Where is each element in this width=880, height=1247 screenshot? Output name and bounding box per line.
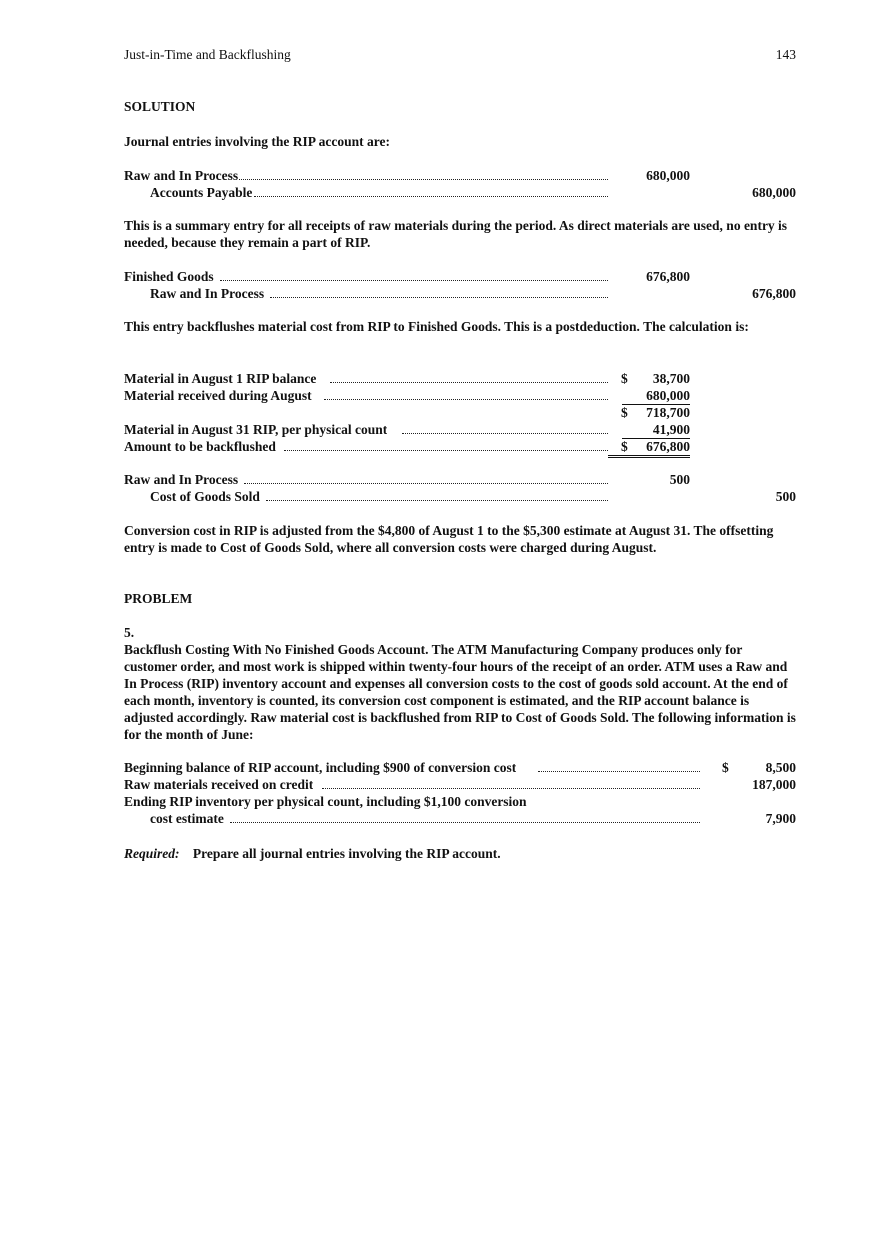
problem-item xyxy=(124,793,796,810)
calc-row xyxy=(124,404,796,421)
calculation-table xyxy=(124,370,796,455)
credit-amount: 500 xyxy=(775,489,796,504)
currency-sign: $ xyxy=(722,760,729,775)
dot-leader xyxy=(266,500,608,501)
page-number: 143 xyxy=(775,47,796,62)
calc-amount: 676,800 xyxy=(608,438,690,458)
calc-label: Material received during August xyxy=(124,388,312,403)
dot-leader xyxy=(330,382,608,383)
credit-account: Raw and In Process xyxy=(150,286,265,301)
entry-credit-line xyxy=(124,285,796,302)
debit-account: Raw and In Process xyxy=(124,472,239,487)
solution-heading: SOLUTION xyxy=(124,99,196,114)
problem-item xyxy=(124,776,796,793)
problem-text: Backflush Costing With No Finished Goods Account. The ATM Manufacturing Company produces only for customer order, and most work is shipped within twenty-four hours of the receipt of an order. ATM uses a Raw and In Process (RIP) inventory account and expenses all conversion costs to the cost of goods sold account. At the end of each month, inventory is counted, its conversion cost component is estimated, and the RIP account balance is adjusted accordingly. Raw material cost is backflushed from RIP to Cost of Goods Sold. The following information is for the month of June: xyxy=(124,642,796,742)
entry-debit-line xyxy=(124,167,796,184)
journal-entry-1 xyxy=(124,167,796,201)
item-amount: 187,000 xyxy=(752,777,796,792)
debit-amount: 500 xyxy=(669,472,690,487)
dot-leader xyxy=(322,788,700,789)
calc-amount: 41,900 xyxy=(622,421,690,439)
dot-leader xyxy=(214,179,608,180)
required-label: Required: xyxy=(124,846,180,861)
calc-row xyxy=(124,421,796,438)
item-label: Raw materials received on credit xyxy=(124,777,314,792)
problem-item-continued xyxy=(124,810,796,827)
currency-sign: $ xyxy=(621,405,628,420)
solution-note-3: Conversion cost in RIP is adjusted from the $4,800 of August 1 to the $5,300 estimate at August 31. The offsetting entry is made to Cost of Goods Sold, where all conversion costs were charged during August. xyxy=(124,523,774,555)
dot-leader xyxy=(244,483,608,484)
required-text: Prepare all journal entries involving the RIP account. xyxy=(192,846,501,861)
item-label-line-1: Ending RIP inventory per physical count, including $1,100 conversion xyxy=(124,794,527,809)
item-amount: 8,500 xyxy=(765,760,796,775)
calc-amount: 718,700 xyxy=(646,405,690,420)
credit-amount: 680,000 xyxy=(752,185,796,200)
problem-number: 5. xyxy=(124,625,135,640)
dot-leader xyxy=(254,196,608,197)
dot-leader xyxy=(284,450,608,451)
dot-leader xyxy=(230,822,700,823)
problem-data-table xyxy=(124,759,796,827)
currency-sign: $ xyxy=(621,371,628,386)
credit-account: Cost of Goods Sold xyxy=(150,489,260,504)
credit-account: Accounts Payable xyxy=(150,185,253,200)
debit-account: Finished Goods xyxy=(124,269,214,284)
calc-row xyxy=(124,438,796,455)
entry-debit-line xyxy=(124,471,796,488)
entry-credit-line xyxy=(124,488,796,505)
dot-leader xyxy=(220,280,608,281)
entry-debit-line xyxy=(124,268,796,285)
calc-label: Amount to be backflushed xyxy=(124,439,276,454)
required-line xyxy=(124,845,796,862)
journal-entry-3 xyxy=(124,471,796,505)
credit-amount: 676,800 xyxy=(752,286,796,301)
debit-amount: 680,000 xyxy=(646,168,690,183)
running-header xyxy=(124,47,796,65)
calc-amount: 680,000 xyxy=(622,387,690,405)
solution-note-2: This entry backflushes material cost from RIP to Finished Goods. This is a postdeduction. The calculation is: xyxy=(124,319,749,334)
chapter-title: Just-in-Time and Backflushing xyxy=(124,47,291,62)
calc-label: Material in August 31 RIP, per physical count xyxy=(124,422,388,437)
item-label: Beginning balance of RIP account, including $900 of conversion cost xyxy=(124,760,517,775)
item-label-line-2: cost estimate xyxy=(150,811,224,826)
journal-entry-2 xyxy=(124,268,796,302)
calc-row xyxy=(124,370,796,387)
item-amount: 7,900 xyxy=(765,811,796,826)
calc-amount: 38,700 xyxy=(652,371,690,386)
calc-label: Material in August 1 RIP balance xyxy=(124,371,317,386)
problem-heading: PROBLEM xyxy=(124,591,193,606)
dot-leader xyxy=(324,399,608,400)
dot-leader xyxy=(538,771,700,772)
solution-note-1: This is a summary entry for all receipts of raw materials during the period. As direct materials are used, no entry is needed, because they remain a part of RIP. xyxy=(124,218,788,250)
dot-leader xyxy=(270,297,608,298)
dot-leader xyxy=(402,433,608,434)
calc-row xyxy=(124,387,796,404)
currency-sign: $ xyxy=(621,439,628,454)
solution-intro: Journal entries involving the RIP account are: xyxy=(124,134,390,149)
debit-account: Raw and In Process xyxy=(124,168,239,183)
debit-amount: 676,800 xyxy=(646,269,690,284)
entry-credit-line xyxy=(124,184,796,201)
problem-item xyxy=(124,759,796,776)
